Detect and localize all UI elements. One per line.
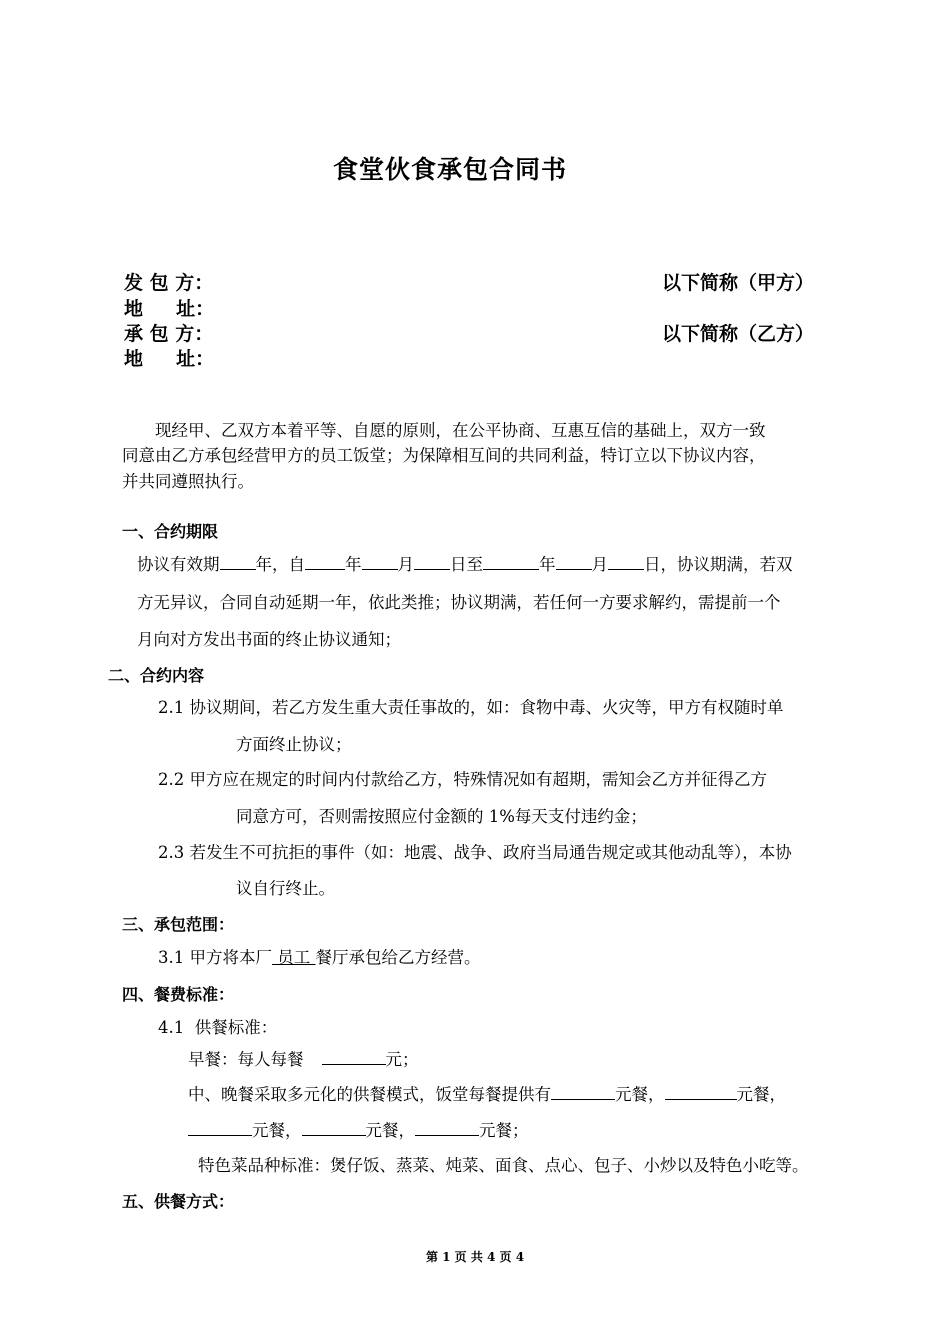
blank-field — [362, 553, 398, 570]
blank-field — [608, 553, 644, 570]
term-line-2: 方无异议，合同自动延期一年，依此类推；协议期满，若任何一方要求解约，需提前一个 — [137, 593, 781, 612]
clause-3-1-suffix: 餐厅承包给乙方经营。 — [315, 948, 481, 967]
breakfast-text: 早餐：每人每餐 — [188, 1050, 304, 1069]
clause-2-2-line-1: 2.2 甲方应在规定的时间内付款给乙方，特殊情况如有超期，需知会乙方并征得乙方 — [158, 770, 767, 789]
section-1-heading: 一、合约期限 — [122, 522, 219, 541]
clause-2-1-line-1: 2.1 协议期间，若乙方发生重大责任事故的，如：食物中毒、火灾等，甲方有权随时单 — [158, 698, 784, 717]
term-line-1 — [137, 552, 793, 578]
meal-unit: 元餐， — [736, 1085, 786, 1104]
breakfast-line — [188, 1047, 419, 1073]
blank-field — [415, 1119, 479, 1136]
page-footer: 第 1 页 共 4 页 4 — [425, 1250, 525, 1264]
party-b-label: 承 包 方： — [124, 323, 214, 345]
clause-2-2-line-2: 同意方可，否则需按照应付金额的 1%每天支付违约金； — [236, 807, 647, 826]
term-text: 月 — [591, 555, 608, 574]
blank-field — [188, 1119, 252, 1136]
intro-line-3: 并共同遵照执行。 — [122, 472, 254, 491]
clause-3-1-prefix: 3.1 甲方将本厂 — [158, 948, 272, 967]
lunch-dinner-line-2 — [188, 1118, 529, 1144]
section-4-heading: 四、餐费标准： — [122, 985, 235, 1004]
blank-field — [414, 553, 450, 570]
clause-2-3-line-1: 2.3 若发生不可抗拒的事件（如：地震、战争、政府当局通告规定或其他动乱等），本协 — [158, 843, 792, 862]
term-text: 日，协议期满，若双 — [644, 555, 793, 574]
blank-field — [220, 553, 256, 570]
section-3-heading: 三、承包范围： — [122, 915, 235, 934]
clause-2-3-line-2: 议自行终止。 — [236, 879, 335, 898]
blank-field — [665, 1083, 737, 1100]
term-text: 日至 — [450, 555, 483, 574]
lunch-dinner-text: 中、晚餐采取多元化的供餐模式，饭堂每餐提供有 — [188, 1085, 551, 1104]
blank-field — [322, 1048, 386, 1065]
special-dishes-line: 特色菜品种标准：煲仔饭、蒸菜、炖菜、面食、点心、包子、小炒以及特色小吃等。 — [198, 1156, 809, 1175]
term-text: 年，自 — [255, 555, 305, 574]
meal-unit: 元餐， — [365, 1121, 415, 1140]
meal-standard-subheading: 4.1 供餐标准： — [158, 1018, 278, 1037]
section-5-heading: 五、供餐方式： — [122, 1192, 235, 1211]
blank-field — [556, 553, 592, 570]
blank-field — [551, 1083, 615, 1100]
clause-2-1-line-2: 方面终止协议； — [236, 735, 352, 754]
meal-unit: 元餐， — [615, 1085, 665, 1104]
party-a-address-label: 地 址： — [124, 298, 215, 320]
blank-field — [302, 1119, 366, 1136]
meal-unit: 元餐； — [479, 1121, 529, 1140]
section-2-heading: 二、合约内容 — [108, 666, 205, 685]
breakfast-unit: 元； — [385, 1050, 419, 1069]
underlined-scope: 员工 — [272, 948, 316, 967]
intro-line-1: 现经甲、乙双方本着平等、自愿的原则，在公平协商、互惠互信的基础上，双方一致 — [155, 421, 766, 440]
blank-field — [483, 553, 539, 570]
party-a-abbreviation: 以下简称（甲方） — [662, 272, 815, 294]
party-b-address-label: 地 址： — [124, 348, 215, 370]
meal-unit: 元餐， — [252, 1121, 302, 1140]
party-b-abbreviation: 以下简称（乙方） — [662, 323, 815, 345]
lunch-dinner-line-1 — [188, 1082, 786, 1108]
term-text: 月 — [397, 555, 414, 574]
term-text: 年 — [539, 555, 556, 574]
term-text: 协议有效期 — [137, 555, 220, 574]
document-title: 食堂伙食承包合同书 — [332, 155, 567, 184]
term-text: 年 — [345, 555, 362, 574]
term-line-3: 月向对方发出书面的终止协议通知； — [137, 630, 401, 649]
intro-line-2: 同意由乙方承包经营甲方的员工饭堂；为保障相互间的共同利益，特订立以下协议内容， — [122, 446, 766, 465]
party-a-label: 发 包 方： — [124, 272, 214, 294]
blank-field — [305, 553, 345, 570]
clause-3-1 — [158, 945, 481, 971]
